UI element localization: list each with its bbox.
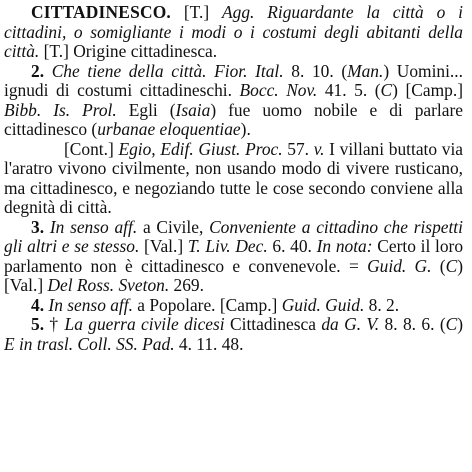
entry-definition-paragraph [4, 3, 463, 62]
entry-text: Egli ( [116, 99, 176, 120]
citation-paragraph [4, 140, 463, 218]
italic-text: In senso aff. [49, 216, 138, 237]
sense-paragraph [4, 315, 463, 354]
sense-number: 2. [31, 60, 45, 81]
italic-text: Egio, Edif. Giust. Proc. [118, 138, 283, 159]
entry-text: 269. [169, 275, 204, 295]
entry-text: ) [457, 314, 464, 334]
italic-text: urbanae eloquentiae [97, 119, 241, 139]
entry-text: I villani buttato via l'aratro vivono civilmente, non usando modo di vivere rusticano, ma cittadinesco, e negoziando tutte le cose secondo conviene alla degnità di città. [4, 138, 464, 217]
dictionary-entry-cittadinesco [4, 3, 463, 354]
entry-text: a Popolare. [Camp.] [132, 294, 282, 315]
entry-text: 6. 40. [267, 236, 317, 256]
italic-text: In senso aff. [48, 294, 133, 315]
entry-text: † [44, 314, 65, 334]
sense-number: 3. [31, 216, 45, 237]
italic-text: La guerra civile dicesi [64, 314, 225, 334]
entry-text: [T.] [170, 2, 222, 22]
entry-text: ) fue uomo nobile e di parlare cittadinesco ( [4, 99, 463, 139]
sense-number: 4. [31, 294, 45, 315]
italic-text: Conveniente a cittadino che rispetti gli altri e se stesso. [4, 216, 463, 256]
entry-text: ( [431, 255, 446, 276]
entry-text: [Cont.] [64, 138, 119, 159]
entry-text: 4. 11. 48. [174, 333, 244, 354]
entry-text: [T.] Origine cittadinesca. [39, 41, 218, 61]
entry-text: 8. 2. [364, 294, 400, 315]
entry-text: 57. [282, 138, 314, 159]
italic-text: Bocc. Nov. [239, 80, 318, 100]
italic-text: Del Ross. Sveton. [47, 275, 170, 295]
italic-text: da G. V. [321, 314, 380, 334]
headword: CITTADINESCO. [31, 2, 171, 22]
entry-text [44, 61, 52, 81]
italic-text: C [445, 314, 458, 334]
sense-number: 5. [31, 314, 45, 334]
entry-text: ). [240, 119, 251, 139]
sense-paragraph [4, 296, 463, 316]
entry-text: a Civile, [137, 216, 210, 237]
italic-text: T. Liv. Dec. [187, 236, 268, 256]
entry-text: ) [Camp.] [392, 80, 463, 100]
italic-text: C [445, 255, 458, 276]
entry-text: 8. 10. ( [283, 60, 348, 81]
italic-text: Isaia [175, 99, 211, 120]
entry-text: Certo il loro parlamento non è cittadinesco e convenevole. = [4, 236, 464, 276]
entry-text: 41. 5. ( [317, 80, 381, 100]
italic-text: Che tiene della città. Fior. Ital. [51, 60, 284, 81]
italic-text: Agg. Riguardante la città o i cittadini, o somigliante i modi o i costumi degli abitanti della città. [4, 2, 463, 61]
sense-paragraph [4, 62, 463, 140]
italic-text: v. [313, 138, 325, 159]
entry-text: ) [Val.] [4, 255, 463, 295]
italic-text: Guid. G. [367, 255, 432, 276]
entry-text: [Val.] [139, 236, 188, 256]
italic-text: In nota: [316, 236, 373, 256]
italic-text: E in trasl. Coll. SS. Pad. [4, 333, 175, 354]
italic-text: Guid. Guid. [281, 294, 365, 315]
entry-text: Cittadinesca [224, 314, 322, 334]
entry-text: ) Uomini... ignudi di costumi cittadineschi. [4, 60, 463, 100]
sense-paragraph [4, 218, 463, 296]
italic-text: Bibb. Is. Prol. [4, 99, 117, 120]
italic-text: Man. [347, 60, 384, 81]
italic-text: C [380, 80, 393, 100]
entry-text: 8. 8. 6. ( [379, 314, 446, 334]
